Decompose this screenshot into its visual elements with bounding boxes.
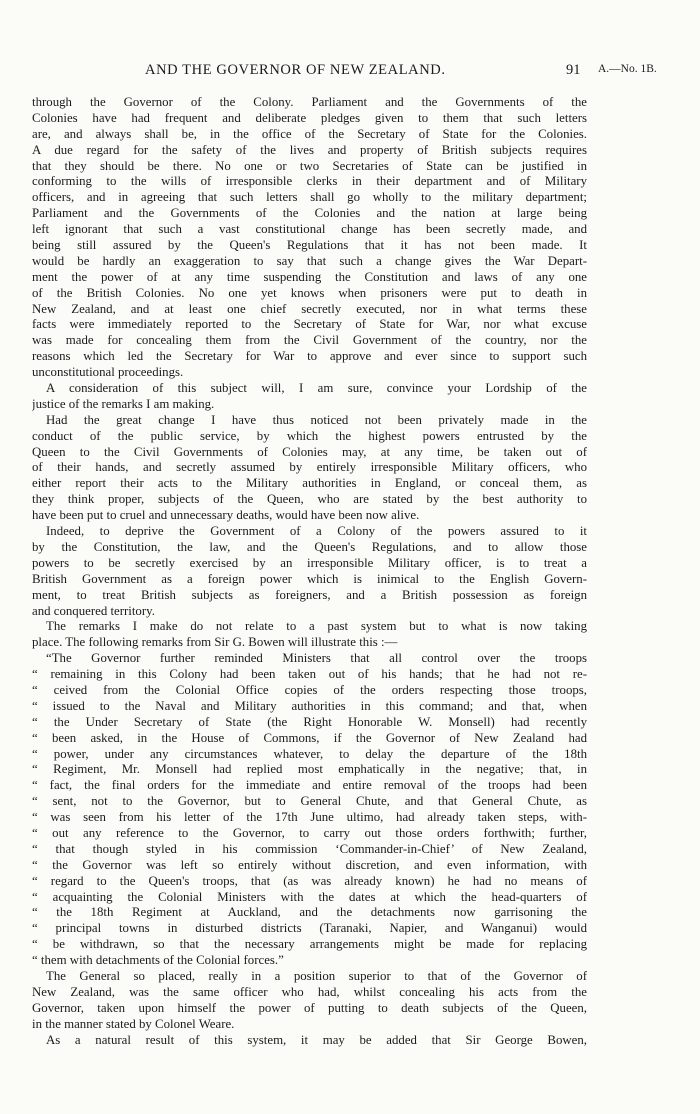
text-line: “ was seen from his letter of the 17th June ultimo, had already taken steps, with- — [32, 810, 587, 825]
text-line: in the manner stated by Colonel Weare. — [32, 1016, 235, 1031]
text-line: “ them with detachments of the Colonial forces.” — [32, 953, 284, 968]
text-line: ment, to treat British subjects as foreigners, and a British possession as foreign — [32, 587, 587, 602]
text-line: “ sent, not to the Governor, but to General Chute, and that General Chute, as — [32, 794, 587, 809]
text-line: New Zealand, was the same officer who had, whilst concealing his acts from the — [32, 984, 587, 999]
text-line: “ ceived from the Colonial Office copies of the orders respecting those troops, — [32, 682, 587, 697]
text-line: Colonies have had frequent and deliberate pledges given to them that such letters — [32, 110, 587, 125]
text-line: “ out any reference to the Governor, to carry out those orders forthwith; further, — [32, 825, 587, 840]
text-line: place. The following remarks from Sir G. Bowen will illustrate this :— — [32, 635, 398, 650]
text-line: British Government as a foreign power which is inimical to the English Govern- — [32, 571, 587, 586]
text-line: being still assured by the Queen's Regulations that it has not been made. It — [32, 238, 587, 253]
text-line: officers, and in agreeing that such letters shall go wholly to the military department; — [32, 190, 587, 205]
text-line: they think proper, subjects of the Queen, who are stated by the best authority to — [32, 492, 587, 507]
text-line: unconstitutional proceedings. — [32, 365, 184, 380]
text-line: “ the Governor was left so entirely without discretion, and even information, with — [32, 857, 587, 872]
text-line: reasons which led the Secretary for War to approve and ever since to support such — [32, 349, 587, 364]
text-line: Queen to the Civil Governments of Colonies may, at any time, be taken out of — [32, 444, 587, 459]
text-line: “ be withdrawn, so that the necessary arrangements might be made for replacing — [32, 937, 587, 952]
page-number: 91 — [566, 62, 581, 78]
text-line: “ issued to the Naval and Military authorities in this command; and that, when — [32, 698, 587, 713]
text-line: The remarks I make do not relate to a past system but to what is now taking — [46, 619, 587, 634]
text-line: of their hands, and secretly assumed by entirely irresponsible Military officers, who — [32, 460, 587, 475]
text-line: “ been asked, in the House of Commons, if the Governor of New Zealand had — [32, 730, 587, 745]
body-text — [32, 95, 587, 1048]
running-header — [0, 62, 700, 82]
text-line: New Zealand, and at least one chief secretly executed, nor in what terms these — [32, 301, 587, 316]
text-line: “ that though styled in his commission ‘Commander-in-Chief’ of New Zealand, — [32, 841, 587, 856]
text-line: The General so placed, really in a position superior to that of the Governor of — [46, 968, 587, 983]
text-line: “ the 18th Regiment at Auckland, and the detachments now garrisoning the — [32, 905, 587, 920]
text-line: left ignorant that such a vast constitutional change has been secretly made, and — [32, 222, 587, 237]
text-line: conduct of the public service, by which the highest powers entrusted by the — [32, 428, 587, 443]
text-line: was made for concealing them from the Civil Government of the country, nor the — [32, 333, 587, 348]
text-line: “ remaining in this Colony had been taken out of his hands; that he had not re- — [32, 667, 587, 682]
document-reference: A.—No. 1B. — [598, 63, 657, 75]
text-line: A due regard for the safety of the lives and property of British subjects requires — [32, 142, 587, 157]
text-line: As a natural result of this system, it may be added that Sir George Bowen, — [46, 1032, 587, 1047]
text-line: “The Governor further reminded Ministers that all control over the troops — [46, 651, 587, 666]
text-line: Had the great change I have thus noticed not been privately made in the — [46, 412, 587, 427]
text-line: by the Constitution, the law, and the Queen's Regulations, and to allow those — [32, 539, 587, 554]
text-line: “ fact, the final orders for the immediate and entire removal of the troops had been — [32, 778, 587, 793]
text-line: “ Regiment, Mr. Monsell had replied most emphatically in the negative; that, in — [32, 762, 587, 777]
text-line: through the Governor of the Colony. Parliament and the Governments of the — [32, 95, 587, 109]
text-line: Governor, taken upon himself the power of putting to death subjects of the Queen, — [32, 1000, 587, 1015]
text-line: would be hardly an exaggeration to say that such a change gives the War Depart- — [32, 253, 587, 268]
text-line: “ acquainting the Colonial Ministers with the dates at which the head-quarters of — [32, 889, 587, 904]
header-title: AND THE GOVERNOR OF NEW ZEALAND. — [145, 62, 446, 78]
text-line: “ the Under Secretary of State (the Right Honorable W. Monsell) had recently — [32, 714, 587, 729]
text-line: that they should be there. No one or two Secretaries of State can be justified in — [32, 158, 587, 173]
text-line: Indeed, to deprive the Government of a Colony of the powers assured to it — [46, 524, 587, 539]
text-line: are, and always shall be, in the office of the Secretary of State for the Colonies. — [32, 126, 587, 141]
text-line: justice of the remarks I am making. — [32, 396, 215, 411]
text-line: “ regard to the Queen's troops, that (as was already known) he had no means of — [32, 873, 587, 888]
text-line: either report their acts to the Military authorities in England, or conceal them, as — [32, 476, 587, 491]
text-line: and conquered territory. — [32, 603, 155, 618]
text-line: “ principal towns in disturbed districts (Taranaki, Napier, and Wanganui) would — [32, 921, 587, 936]
text-line: Parliament and the Governments of the Colonies and the nation at large being — [32, 206, 587, 221]
text-line: conforming to the wills of irresponsible clerks in their department and of Military — [32, 174, 587, 189]
text-line: powers to be secretly exercised by an irresponsible Military officer, is to treat a — [32, 555, 587, 570]
text-line: “ power, under any circumstances whatever, to delay the departure of the 18th — [32, 746, 587, 761]
text-line: A consideration of this subject will, I am sure, convince your Lordship of the — [46, 381, 587, 396]
text-line: of the British Colonies. No one yet knows when prisoners were put to death in — [32, 285, 587, 300]
text-line: ment the power of at any time suspending the Constitution and laws of any one — [32, 269, 587, 284]
text-line: have been put to cruel and unnecessary deaths, would have been now alive. — [32, 508, 420, 523]
text-line: facts were immediately reported to the Secretary of State for War, nor what excuse — [32, 317, 587, 332]
